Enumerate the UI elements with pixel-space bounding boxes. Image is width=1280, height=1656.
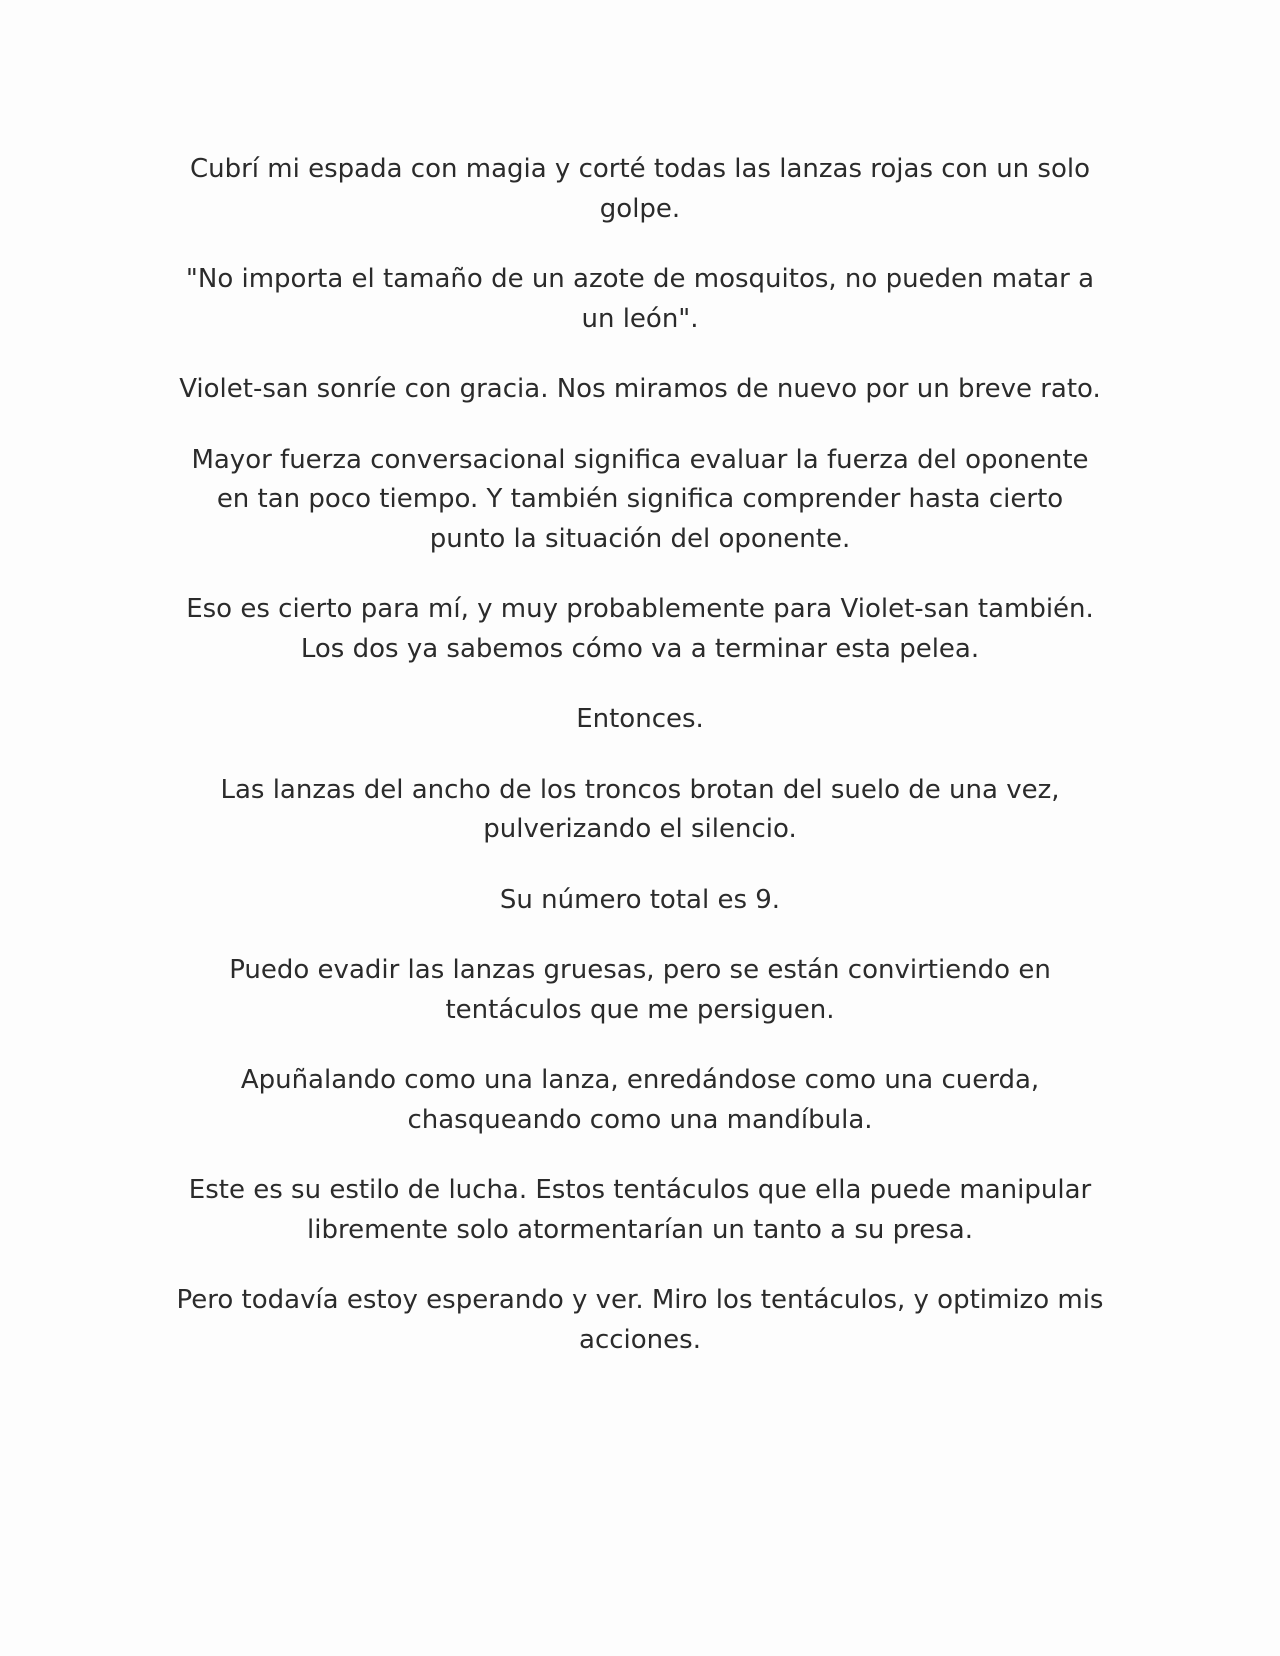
paragraph-5: Eso es cierto para mí, y muy probablemente para Violet-san también. Los dos ya sabemos cómo va a terminar esta pelea.: [186, 594, 1094, 664]
paragraph-10: Apuñalando como una lanza, enredándose como una cuerda, chasqueando como una mandíbula.: [240, 1065, 1040, 1135]
paragraph-6: Entonces.: [576, 704, 704, 734]
paragraph-8: Su número total es 9.: [499, 884, 781, 915]
paragraph-4: Mayor fuerza conversacional significa evaluar la fuerza del oponente en tan poco tiempo. Y también significa comprender hasta cierto punto la situación del oponente.: [191, 444, 1089, 554]
paragraph-3: Violet-san sonríe con gracia. Nos miramos de nuevo por un breve rato.: [179, 374, 1101, 404]
paragraph-7: Las lanzas del ancho de los troncos brotan del suelo de una vez, pulverizando el silencio.: [220, 774, 1060, 844]
document-body: [175, 150, 1105, 1391]
paragraph-9: Puedo evadir las lanzas gruesas, pero se están convirtiendo en tentáculos que me persiguen.: [229, 955, 1051, 1025]
paragraph-11: Este es su estilo de lucha. Estos tentáculos que ella puede manipular libremente solo atormentarían un tanto a su presa.: [188, 1175, 1092, 1245]
paragraph-1: Cubrí mi espada con magia y corté todas las lanzas rojas con un solo golpe.: [189, 154, 1091, 224]
paragraph-2: "No importa el tamaño de un azote de mosquitos, no pueden matar a un león".: [185, 264, 1095, 334]
paragraph-12: Pero todavía estoy esperando y ver. Miro los tentáculos, y optimizo mis acciones.: [176, 1285, 1104, 1355]
